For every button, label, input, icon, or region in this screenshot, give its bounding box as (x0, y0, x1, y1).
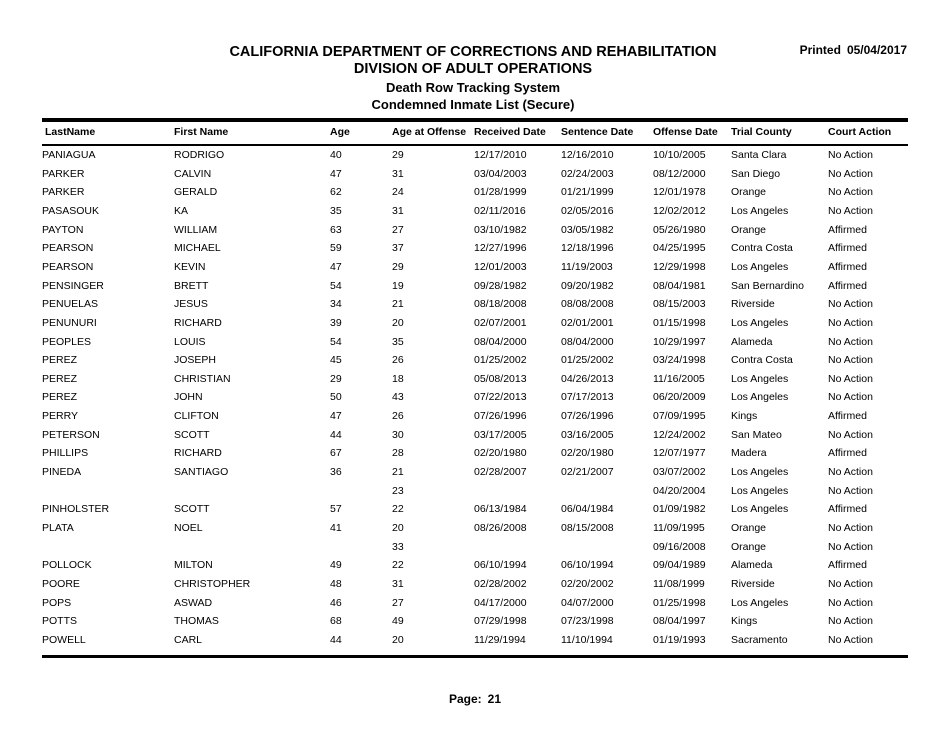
cell-received-date: 01/25/2002 (474, 354, 527, 367)
cell-trial-county: Los Angeles (731, 484, 789, 497)
cell-trial-county: Kings (731, 615, 758, 628)
cell-trial-county: Los Angeles (731, 466, 789, 479)
cell-trial-county: Contra Costa (731, 354, 793, 367)
cell-sentence-date: 08/08/2008 (561, 298, 614, 311)
cell-first-name: BRETT (174, 279, 209, 292)
cell-sentence-date: 06/04/1984 (561, 503, 614, 516)
cell-lastname: PINHOLSTER (42, 503, 110, 516)
cell-trial-county: Los Angeles (731, 260, 789, 273)
cell-offense-date: 01/15/1998 (653, 316, 706, 329)
cell-lastname: PARKER (42, 167, 85, 180)
cell-sentence-date: 03/16/2005 (561, 428, 614, 441)
cell-age-at-offense: 33 (392, 540, 404, 553)
cell-age: 29 (330, 372, 342, 385)
report-title: CALIFORNIA DEPARTMENT OF CORRECTIONS AND REHABILITATION (229, 44, 717, 60)
cell-lastname: PANIAGUA (42, 149, 96, 161)
table-row (0, 186, 950, 205)
cell-court-action: No Action (828, 354, 873, 367)
cell-sentence-date: 06/10/1994 (561, 559, 614, 572)
cell-received-date: 06/13/1984 (474, 503, 527, 516)
cell-offense-date: 12/01/1978 (653, 186, 706, 199)
cell-age-at-offense: 22 (392, 559, 404, 572)
cell-sentence-date: 11/10/1994 (561, 633, 613, 646)
table-row (0, 615, 950, 634)
cell-sentence-date: 02/20/1980 (561, 447, 614, 460)
table-row (0, 168, 950, 187)
cell-trial-county: San Diego (731, 167, 781, 180)
cell-age-at-offense: 20 (392, 316, 404, 329)
cell-age-at-offense: 31 (392, 167, 404, 180)
cell-trial-county: Riverside (731, 298, 775, 311)
table-row (0, 578, 950, 597)
cell-court-action: No Action (828, 149, 873, 161)
cell-age-at-offense: 19 (392, 279, 404, 292)
cell-trial-county: Contra Costa (731, 242, 793, 255)
cell-received-date: 02/28/2007 (474, 466, 527, 479)
cell-sentence-date: 12/16/2010 (561, 149, 614, 161)
cell-sentence-date: 02/21/2007 (561, 466, 614, 479)
cell-sentence-date: 07/17/2013 (561, 391, 614, 404)
cell-age-at-offense: 43 (392, 391, 404, 404)
cell-court-action: No Action (828, 372, 873, 385)
cell-court-action: No Action (828, 167, 873, 180)
cell-trial-county: Orange (731, 223, 767, 236)
cell-received-date: 07/22/2013 (474, 391, 527, 404)
cell-first-name: CALVIN (174, 167, 212, 180)
cell-first-name: CHRISTIAN (174, 372, 231, 385)
table-row (0, 503, 950, 522)
table-row (0, 522, 950, 541)
cell-trial-county: Alameda (731, 559, 773, 572)
cell-first-name: KA (174, 204, 189, 217)
cell-court-action: Affirmed (828, 559, 867, 572)
cell-received-date: 08/26/2008 (474, 522, 527, 534)
cell-offense-date: 05/26/1980 (653, 223, 706, 236)
bottom-rule (42, 655, 908, 658)
cell-age: 41 (330, 522, 342, 534)
cell-trial-county: Orange (731, 540, 767, 553)
cell-first-name: RODRIGO (174, 149, 225, 161)
cell-offense-date: 10/29/1997 (653, 335, 706, 348)
table-row (0, 242, 950, 261)
cell-sentence-date: 03/05/1982 (561, 223, 614, 236)
table-row (0, 149, 950, 168)
cell-first-name: KEVIN (174, 260, 206, 273)
cell-first-name: MILTON (174, 559, 213, 572)
cell-age-at-offense: 35 (392, 335, 404, 348)
cell-age: 44 (330, 633, 342, 646)
cell-court-action: No Action (828, 615, 873, 628)
cell-age: 67 (330, 447, 342, 460)
cell-age-at-offense: 22 (392, 503, 404, 516)
table-row (0, 280, 950, 299)
cell-trial-county: Los Angeles (731, 391, 789, 404)
cell-first-name: GERALD (174, 186, 218, 199)
cell-offense-date: 07/09/1995 (653, 410, 706, 423)
printed-date (800, 43, 907, 57)
cell-offense-date: 08/12/2000 (653, 167, 706, 180)
header-rule (42, 144, 908, 146)
cell-first-name: CLIFTON (174, 410, 219, 423)
cell-lastname: PEREZ (42, 391, 78, 404)
table-row (0, 317, 950, 336)
cell-lastname: PEREZ (42, 354, 78, 367)
cell-age: 35 (330, 204, 342, 217)
cell-offense-date: 01/09/1982 (653, 503, 706, 516)
cell-received-date: 12/27/1996 (474, 242, 527, 255)
cell-offense-date: 11/08/1999 (653, 577, 705, 590)
printed-value: 05/04/2017 (846, 43, 907, 57)
cell-offense-date: 12/02/2012 (653, 204, 706, 217)
table-row (0, 429, 950, 448)
cell-age-at-offense: 30 (392, 428, 404, 441)
cell-age-at-offense: 24 (392, 186, 404, 199)
column-header-first-name: First Name (174, 126, 229, 138)
cell-received-date: 07/29/1998 (474, 615, 527, 628)
cell-received-date: 12/17/2010 (474, 149, 527, 161)
table-row (0, 205, 950, 224)
column-header-lastname: LastName (45, 126, 96, 138)
cell-court-action: No Action (828, 316, 873, 329)
printed-label: Printed (799, 43, 841, 57)
cell-age: 47 (330, 260, 342, 273)
cell-first-name: RICHARD (174, 316, 222, 329)
cell-court-action: No Action (828, 204, 873, 217)
cell-court-action: Affirmed (828, 447, 867, 460)
cell-court-action: Affirmed (828, 410, 867, 423)
cell-lastname: POORE (42, 577, 80, 590)
cell-sentence-date: 08/04/2000 (561, 335, 614, 348)
cell-trial-county: Los Angeles (731, 503, 789, 516)
report-system: Death Row Tracking System (385, 80, 561, 95)
cell-court-action: No Action (828, 335, 873, 348)
cell-lastname: PEOPLES (42, 335, 92, 348)
cell-age-at-offense: 23 (392, 484, 404, 497)
cell-court-action: No Action (828, 428, 873, 441)
cell-trial-county: San Bernardino (731, 279, 804, 292)
cell-age: 40 (330, 149, 342, 161)
cell-age-at-offense: 27 (392, 596, 404, 609)
cell-first-name: SCOTT (174, 503, 210, 516)
top-rule (42, 118, 908, 122)
cell-lastname: PASASOUK (42, 204, 99, 217)
cell-first-name: CHRISTOPHER (174, 577, 251, 590)
cell-lastname: PENUELAS (42, 298, 99, 311)
cell-lastname: PLATA (42, 522, 74, 534)
cell-lastname: PARKER (42, 186, 85, 199)
cell-offense-date: 11/09/1995 (653, 522, 705, 534)
cell-received-date: 08/04/2000 (474, 335, 527, 348)
cell-sentence-date: 07/26/1996 (561, 410, 614, 423)
cell-offense-date: 12/07/1977 (653, 447, 706, 460)
cell-age: 34 (330, 298, 342, 311)
cell-first-name: MICHAEL (174, 242, 221, 255)
cell-lastname: PENUNURI (42, 316, 97, 329)
cell-received-date: 09/28/1982 (474, 279, 527, 292)
cell-received-date: 12/01/2003 (474, 260, 527, 273)
table-row (0, 541, 950, 560)
cell-first-name: LOUIS (174, 335, 206, 348)
cell-offense-date: 06/20/2009 (653, 391, 706, 404)
cell-received-date: 03/17/2005 (474, 428, 527, 441)
cell-first-name: JOHN (174, 391, 203, 404)
cell-offense-date: 12/29/1998 (653, 260, 706, 273)
cell-trial-county: San Mateo (731, 428, 782, 441)
cell-offense-date: 09/16/2008 (653, 540, 706, 553)
cell-trial-county: Riverside (731, 577, 775, 590)
cell-lastname: PINEDA (42, 466, 82, 479)
cell-age-at-offense: 31 (392, 577, 404, 590)
cell-age: 47 (330, 167, 342, 180)
table-row (0, 336, 950, 355)
cell-age-at-offense: 21 (392, 466, 404, 479)
cell-sentence-date: 02/01/2001 (561, 316, 614, 329)
table-row (0, 261, 950, 280)
cell-age: 48 (330, 577, 342, 590)
cell-sentence-date: 02/24/2003 (561, 167, 614, 180)
cell-lastname: PHILLIPS (42, 447, 89, 460)
column-header-received-date: Received Date (474, 126, 546, 138)
page-number: 21 (487, 692, 502, 706)
table-row (0, 597, 950, 616)
cell-first-name: SCOTT (174, 428, 210, 441)
cell-lastname: PAYTON (42, 223, 84, 236)
cell-age-at-offense: 27 (392, 223, 404, 236)
cell-lastname: PEREZ (42, 372, 78, 385)
cell-lastname: POPS (42, 596, 72, 609)
cell-age: 57 (330, 503, 342, 516)
cell-court-action: No Action (828, 596, 873, 609)
table-row (0, 485, 950, 504)
table-row (0, 634, 950, 653)
cell-sentence-date: 11/19/2003 (561, 260, 613, 273)
cell-court-action: No Action (828, 298, 873, 311)
cell-trial-county: Alameda (731, 335, 773, 348)
cell-court-action: No Action (828, 484, 873, 497)
cell-trial-county: Santa Clara (731, 149, 787, 161)
cell-sentence-date: 04/07/2000 (561, 596, 614, 609)
cell-trial-county: Los Angeles (731, 316, 789, 329)
cell-court-action: Affirmed (828, 242, 867, 255)
cell-age: 46 (330, 596, 342, 609)
cell-offense-date: 12/24/2002 (653, 428, 706, 441)
cell-lastname: POTTS (42, 615, 78, 628)
cell-lastname: PEARSON (42, 242, 94, 255)
page-footer (0, 692, 950, 706)
cell-sentence-date: 12/18/1996 (561, 242, 614, 255)
cell-received-date: 03/04/2003 (474, 167, 527, 180)
cell-lastname: PENSINGER (42, 279, 104, 292)
cell-received-date: 06/10/1994 (474, 559, 527, 572)
cell-sentence-date: 02/05/2016 (561, 204, 614, 217)
cell-received-date: 07/26/1996 (474, 410, 527, 423)
cell-age-at-offense: 21 (392, 298, 404, 311)
cell-first-name: THOMAS (174, 615, 219, 628)
table-row (0, 391, 950, 410)
cell-sentence-date: 01/25/2002 (561, 354, 614, 367)
column-header-court-action: Court Action (828, 126, 892, 138)
cell-received-date: 08/18/2008 (474, 298, 527, 311)
table-row (0, 373, 950, 392)
cell-received-date: 02/28/2002 (474, 577, 527, 590)
table-row (0, 298, 950, 317)
cell-age: 68 (330, 615, 342, 628)
cell-age-at-offense: 29 (392, 149, 404, 161)
cell-first-name: JESUS (174, 298, 208, 311)
table-row (0, 559, 950, 578)
cell-trial-county: Los Angeles (731, 372, 789, 385)
cell-first-name: JOSEPH (174, 354, 217, 367)
column-header-sentence-date: Sentence Date (561, 126, 634, 138)
table-row (0, 354, 950, 373)
cell-age: 50 (330, 391, 342, 404)
table-row (0, 447, 950, 466)
cell-age-at-offense: 20 (392, 633, 404, 646)
cell-sentence-date: 07/23/1998 (561, 615, 614, 628)
cell-offense-date: 03/07/2002 (653, 466, 706, 479)
cell-offense-date: 08/04/1997 (653, 615, 706, 628)
table-row (0, 466, 950, 485)
column-header-age-at-offense: Age at Offense (392, 126, 467, 138)
cell-age: 44 (330, 428, 342, 441)
table-row (0, 224, 950, 243)
cell-offense-date: 01/25/1998 (653, 596, 706, 609)
cell-first-name: NOEL (174, 522, 203, 534)
column-header-age: Age (330, 126, 350, 138)
cell-offense-date: 08/04/1981 (653, 279, 706, 292)
cell-court-action: No Action (828, 540, 873, 553)
cell-received-date: 11/29/1994 (474, 633, 526, 646)
cell-court-action: Affirmed (828, 260, 867, 273)
cell-age: 54 (330, 335, 342, 348)
cell-trial-county: Orange (731, 186, 767, 199)
cell-first-name: WILLIAM (174, 223, 218, 236)
cell-court-action: Affirmed (828, 279, 867, 292)
cell-court-action: No Action (828, 522, 873, 534)
cell-received-date: 04/17/2000 (474, 596, 527, 609)
cell-trial-county: Kings (731, 410, 758, 423)
cell-sentence-date: 04/26/2013 (561, 372, 614, 385)
cell-sentence-date: 02/20/2002 (561, 577, 614, 590)
cell-court-action: No Action (828, 466, 873, 479)
cell-court-action: No Action (828, 186, 873, 199)
cell-trial-county: Los Angeles (731, 596, 789, 609)
cell-lastname: POLLOCK (42, 559, 92, 572)
cell-age-at-offense: 37 (392, 242, 404, 255)
cell-offense-date: 04/25/1995 (653, 242, 706, 255)
cell-age: 36 (330, 466, 342, 479)
cell-first-name: RICHARD (174, 447, 222, 460)
cell-offense-date: 04/20/2004 (653, 484, 706, 497)
column-header-trial-county: Trial County (731, 126, 792, 138)
column-header-offense-date: Offense Date (653, 126, 718, 138)
cell-lastname: PETERSON (42, 428, 100, 441)
cell-age: 62 (330, 186, 342, 199)
cell-age: 45 (330, 354, 342, 367)
cell-lastname: PERRY (42, 410, 78, 423)
cell-received-date: 02/20/1980 (474, 447, 527, 460)
cell-age: 47 (330, 410, 342, 423)
cell-court-action: No Action (828, 391, 873, 404)
cell-age-at-offense: 18 (392, 372, 404, 385)
cell-age: 63 (330, 223, 342, 236)
cell-age-at-offense: 26 (392, 410, 404, 423)
cell-age-at-offense: 26 (392, 354, 404, 367)
cell-court-action: No Action (828, 633, 873, 646)
cell-age-at-offense: 31 (392, 204, 404, 217)
cell-trial-county: Los Angeles (731, 204, 789, 217)
cell-age-at-offense: 49 (392, 615, 404, 628)
cell-sentence-date: 01/21/1999 (561, 186, 614, 199)
cell-offense-date: 10/10/2005 (653, 149, 706, 161)
cell-received-date: 02/07/2001 (474, 316, 527, 329)
cell-received-date: 02/11/2016 (474, 204, 526, 217)
cell-received-date: 03/10/1982 (474, 223, 527, 236)
cell-first-name: ASWAD (174, 596, 213, 609)
cell-sentence-date: 09/20/1982 (561, 279, 614, 292)
cell-offense-date: 03/24/1998 (653, 354, 706, 367)
table-row (0, 410, 950, 429)
cell-trial-county: Sacramento (731, 633, 788, 646)
cell-age-at-offense: 28 (392, 447, 404, 460)
cell-trial-county: Orange (731, 522, 767, 534)
cell-age: 39 (330, 316, 342, 329)
cell-age: 49 (330, 559, 342, 572)
cell-offense-date: 09/04/1989 (653, 559, 706, 572)
cell-received-date: 05/08/2013 (474, 372, 527, 385)
cell-court-action: Affirmed (828, 503, 867, 516)
cell-offense-date: 11/16/2005 (653, 372, 705, 385)
cell-sentence-date: 08/15/2008 (561, 522, 614, 534)
cell-first-name: SANTIAGO (174, 466, 229, 479)
cell-court-action: Affirmed (828, 223, 867, 236)
cell-trial-county: Madera (731, 447, 767, 460)
report-subtitle: Condemned Inmate List (Secure) (371, 97, 575, 112)
cell-age: 54 (330, 279, 342, 292)
cell-age-at-offense: 20 (392, 522, 404, 534)
cell-court-action: No Action (828, 577, 873, 590)
cell-received-date: 01/28/1999 (474, 186, 527, 199)
cell-lastname: PEARSON (42, 260, 94, 273)
page-label: Page: (448, 692, 482, 706)
cell-lastname: POWELL (42, 633, 86, 646)
cell-age-at-offense: 29 (392, 260, 404, 273)
cell-first-name: CARL (174, 633, 203, 646)
cell-offense-date: 08/15/2003 (653, 298, 706, 311)
cell-age: 59 (330, 242, 342, 255)
report-division: DIVISION OF ADULT OPERATIONS (353, 61, 593, 77)
cell-offense-date: 01/19/1993 (653, 633, 706, 646)
